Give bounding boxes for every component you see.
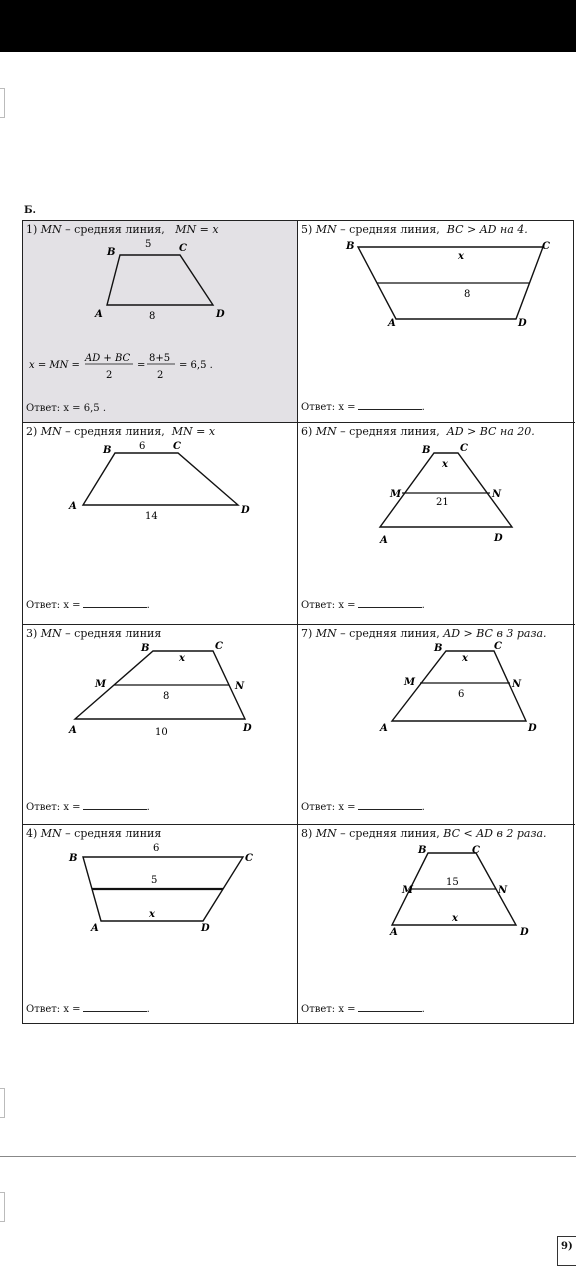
- answer-field[interactable]: Ответ: x = .: [301, 402, 425, 413]
- svg-text:8: 8: [464, 289, 471, 300]
- svg-text:6: 6: [153, 843, 160, 854]
- page-number: 9): [557, 1236, 576, 1266]
- svg-text:C: C: [494, 641, 502, 652]
- trapezoid-figure: [63, 637, 283, 747]
- answer-field[interactable]: Ответ: x = .: [26, 1004, 150, 1015]
- svg-text:C: C: [472, 845, 480, 856]
- trapezoid-figure: [368, 839, 548, 949]
- svg-text:D: D: [216, 309, 225, 320]
- svg-text:M: M: [95, 679, 107, 690]
- svg-text:N: N: [235, 681, 245, 692]
- solution-formula: [27, 349, 287, 389]
- answer-blank[interactable]: [358, 801, 422, 810]
- trapezoid-figure: [366, 437, 546, 547]
- problem-cell-8: [298, 825, 575, 1023]
- svg-text:D: D: [243, 723, 252, 734]
- problem-title: 5) MN – средняя линия, BC > AD на 4.: [301, 223, 528, 236]
- svg-text:= 6,5 .: = 6,5 .: [179, 360, 213, 371]
- answer-text: Ответ: x = 6,5 .: [26, 403, 106, 414]
- svg-text:D: D: [241, 505, 250, 516]
- svg-text:8+5: 8+5: [149, 353, 171, 364]
- svg-text:x: x: [458, 251, 464, 262]
- svg-text:2: 2: [157, 370, 164, 381]
- trapezoid-figure: [354, 639, 554, 739]
- svg-text:C: C: [245, 853, 253, 864]
- svg-text:B: B: [69, 853, 78, 864]
- svg-text:A: A: [390, 927, 398, 938]
- trapezoid-figure: [338, 237, 558, 337]
- svg-text:x = MN =: x = MN =: [29, 360, 80, 371]
- svg-text:N: N: [512, 679, 522, 690]
- svg-text:B: B: [141, 643, 150, 654]
- answer-field[interactable]: Ответ: x = .: [26, 600, 150, 611]
- answer-blank[interactable]: [83, 1003, 147, 1012]
- answer-blank[interactable]: [358, 401, 422, 410]
- margin-mark: [0, 1192, 5, 1222]
- svg-text:B: B: [422, 445, 431, 456]
- answer-field[interactable]: Ответ: x = .: [26, 802, 150, 813]
- svg-text:M: M: [390, 489, 402, 500]
- answer-field[interactable]: Ответ: x = .: [301, 802, 425, 813]
- svg-text:AD + BC: AD + BC: [85, 353, 131, 364]
- svg-text:21: 21: [436, 497, 449, 508]
- margin-mark: [0, 88, 5, 118]
- svg-text:15: 15: [446, 877, 459, 888]
- svg-text:2: 2: [106, 370, 113, 381]
- svg-text:A: A: [380, 535, 388, 546]
- svg-text:x: x: [442, 459, 448, 470]
- trapezoid-figure: [63, 437, 283, 527]
- svg-text:x: x: [462, 653, 468, 664]
- svg-text:N: N: [498, 885, 508, 896]
- worksheet-grid: [22, 220, 574, 1024]
- problem-cell-5: [298, 221, 575, 423]
- svg-text:=: =: [137, 360, 146, 371]
- problem-cell-3: [23, 625, 298, 825]
- problem-cell-1: [23, 221, 298, 423]
- answer-blank[interactable]: [358, 599, 422, 608]
- svg-text:8: 8: [149, 311, 156, 322]
- svg-text:D: D: [528, 723, 537, 734]
- svg-text:A: A: [69, 501, 77, 512]
- section-label: Б.: [24, 205, 37, 216]
- svg-text:N: N: [492, 489, 502, 500]
- problem-cell-7: [298, 625, 575, 825]
- svg-text:C: C: [460, 443, 468, 454]
- problem-cell-4: [23, 825, 298, 1023]
- trapezoid-figure: [63, 839, 263, 939]
- problem-title: 8) MN – средняя линия, BC < AD в 2 раза.: [301, 827, 547, 840]
- svg-text:x: x: [149, 909, 155, 920]
- answer-blank[interactable]: [83, 801, 147, 810]
- svg-text:B: B: [107, 247, 116, 258]
- problem-cell-6: [298, 423, 575, 625]
- problem-title: 3) MN – средняя линия: [26, 627, 162, 640]
- problem-title: 7) MN – средняя линия, AD > BC в 3 раза.: [301, 627, 547, 640]
- svg-text:14: 14: [145, 511, 158, 522]
- svg-text:C: C: [173, 441, 181, 452]
- svg-text:D: D: [201, 923, 210, 934]
- answer-blank[interactable]: [358, 1003, 422, 1012]
- page-divider: [0, 1156, 576, 1157]
- svg-text:x: x: [452, 913, 458, 924]
- svg-text:D: D: [518, 318, 527, 329]
- svg-text:A: A: [95, 309, 103, 320]
- top-status-bar: [0, 0, 576, 52]
- svg-text:B: B: [418, 845, 427, 856]
- svg-text:5: 5: [145, 239, 152, 250]
- svg-text:x: x: [179, 653, 185, 664]
- svg-text:10: 10: [155, 727, 168, 738]
- svg-text:C: C: [542, 241, 550, 252]
- problem-title: 1) MN – средняя линия, MN = x: [26, 223, 219, 236]
- svg-text:M: M: [404, 677, 416, 688]
- svg-text:6: 6: [458, 689, 465, 700]
- svg-text:A: A: [69, 725, 77, 736]
- answer-blank[interactable]: [83, 599, 147, 608]
- answer-field[interactable]: Ответ: x = .: [301, 600, 425, 611]
- svg-text:C: C: [179, 243, 187, 254]
- svg-text:A: A: [91, 923, 99, 934]
- svg-text:5: 5: [151, 875, 158, 886]
- svg-text:C: C: [215, 641, 223, 652]
- svg-text:M: M: [402, 885, 414, 896]
- trapezoid-figure: [83, 235, 263, 325]
- svg-text:D: D: [520, 927, 529, 938]
- svg-text:A: A: [380, 723, 388, 734]
- svg-text:6: 6: [139, 441, 146, 452]
- svg-text:A: A: [388, 318, 396, 329]
- problem-title: 2) MN – средняя линия, MN = x: [26, 425, 216, 438]
- problem-cell-2: [23, 423, 298, 625]
- margin-mark: [0, 1088, 5, 1118]
- svg-text:8: 8: [163, 691, 170, 702]
- answer-field[interactable]: Ответ: x = .: [301, 1004, 425, 1015]
- svg-text:B: B: [346, 241, 355, 252]
- svg-text:D: D: [494, 533, 503, 544]
- problem-title: 4) MN – средняя линия: [26, 827, 162, 840]
- problem-title: 6) MN – средняя линия, AD > BC на 20.: [301, 425, 535, 438]
- svg-text:B: B: [103, 445, 112, 456]
- svg-text:B: B: [434, 643, 443, 654]
